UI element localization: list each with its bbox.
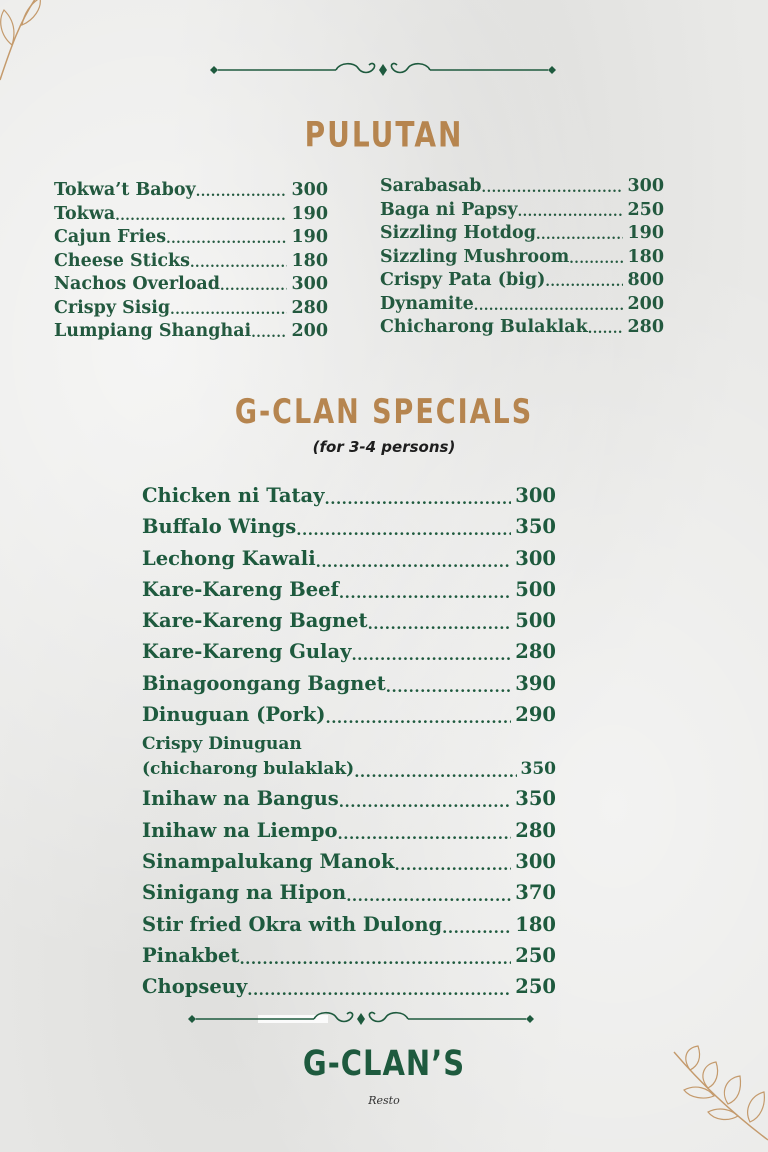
dot-leader — [482, 176, 624, 200]
menu-item-price: 280 — [291, 297, 328, 318]
menu-item-price: 250 — [627, 199, 664, 220]
dot-leader — [569, 247, 623, 271]
menu-item-price: 300 — [291, 180, 328, 200]
menu-item-name: Crispy Pata (big) — [380, 270, 546, 290]
menu-item — [142, 942, 556, 973]
menu-item-name: Nachos Overload — [54, 274, 220, 294]
dot-leader — [220, 274, 287, 298]
menu-item — [380, 317, 664, 341]
menu-item — [142, 817, 556, 848]
dot-leader — [386, 670, 512, 701]
menu-item-name: Lechong Kawali — [142, 546, 316, 570]
menu-item — [142, 701, 556, 732]
menu-item-price: 180 — [291, 250, 328, 271]
menu-item-price: 180 — [515, 912, 556, 936]
brand-tagline: Resto — [368, 1094, 400, 1107]
menu-item — [380, 270, 664, 294]
leaf-branch-icon — [0, 0, 50, 90]
menu-item-price: 190 — [627, 223, 664, 243]
dot-leader — [518, 200, 624, 224]
menu-item-name: Stir fried Okra with Dulong — [142, 912, 443, 936]
dot-leader — [196, 180, 288, 204]
dot-leader — [588, 317, 624, 341]
menu-item-name: Dinuguan (Pork) — [142, 703, 326, 727]
menu-item — [54, 251, 328, 275]
dot-leader — [346, 879, 511, 910]
menu-item-name: Inihaw na Bangus — [142, 787, 339, 811]
menu-item-price: 190 — [291, 227, 328, 247]
menu-item-name: Tokwa’t Baboy — [54, 180, 196, 200]
menu-item — [142, 545, 556, 576]
menu-item-price: 300 — [291, 274, 328, 294]
menu-item-name: Sizzling Mushroom — [380, 246, 570, 267]
menu-item — [54, 321, 328, 345]
menu-item-name: Sizzling Hotdog — [380, 223, 536, 243]
menu-item — [54, 227, 328, 251]
menu-item-price: 250 — [515, 975, 556, 999]
menu-item-price: 300 — [627, 176, 664, 196]
menu-item — [142, 879, 556, 910]
dot-leader — [239, 942, 511, 973]
dot-leader — [368, 607, 512, 638]
pulutan-title: PULUTAN — [304, 113, 464, 156]
menu-item-name: Chopseuy — [142, 975, 248, 999]
menu-item — [142, 482, 556, 513]
menu-item — [142, 670, 556, 701]
menu-item — [142, 785, 556, 816]
menu-item — [142, 757, 556, 785]
ornament-divider-icon — [186, 1009, 536, 1029]
pulutan-left-column — [54, 180, 328, 345]
menu-item-price: 250 — [515, 943, 556, 967]
menu-item — [380, 247, 664, 271]
ornament-divider-icon — [208, 60, 558, 80]
menu-item-name: Kare-Kareng Beef — [142, 577, 339, 601]
menu-item-price: 290 — [515, 703, 556, 727]
menu-item-name: Lumpiang Shanghai — [54, 321, 252, 341]
specials-list — [142, 482, 556, 1004]
menu-item-price: 300 — [515, 849, 556, 873]
menu-item-name: Binagoongang Bagnet — [142, 671, 386, 695]
menu-item-name: Crispy Sisig — [54, 297, 171, 318]
menu-item — [380, 294, 664, 318]
menu-item-price: 500 — [515, 577, 556, 601]
dot-leader — [339, 576, 511, 607]
menu-item-price: 370 — [515, 881, 556, 905]
dot-leader — [247, 973, 511, 1004]
dot-leader — [351, 638, 511, 669]
menu-item-name: Tokwa — [54, 203, 116, 224]
dot-leader — [545, 270, 623, 294]
menu-item-price: 180 — [627, 246, 664, 267]
menu-item-price: 190 — [291, 203, 328, 224]
brand-name: G-CLAN’S — [302, 1042, 466, 1084]
menu-item-price: 390 — [515, 671, 556, 695]
dot-leader — [442, 911, 511, 942]
menu-item — [380, 200, 664, 224]
menu-item-name: Sinigang na Hipon — [142, 881, 347, 905]
menu-item-price: 350 — [515, 787, 556, 811]
menu-item-name: Kare-Kareng Gulay — [142, 640, 352, 664]
menu-item-price: 280 — [515, 640, 556, 664]
dot-leader — [536, 223, 624, 247]
menu-item-name: Baga ni Papsy — [380, 199, 518, 220]
menu-item-name: Pinakbet — [142, 943, 240, 967]
dot-leader — [296, 513, 511, 544]
menu-item — [142, 607, 556, 638]
menu-item-price: 300 — [515, 546, 556, 570]
menu-item-name: Kare-Kareng Bagnet — [142, 609, 368, 633]
menu-item — [54, 204, 328, 228]
menu-item-name: Chicken ni Tatay — [142, 484, 325, 507]
menu-item-name: Dynamite — [380, 293, 474, 314]
menu-item — [142, 973, 556, 1004]
menu-item-price: 800 — [627, 270, 664, 290]
menu-item-name: Buffalo Wings — [142, 515, 297, 539]
menu-item — [54, 274, 328, 298]
menu-item-name: Sinampalukang Manok — [142, 849, 395, 873]
leaf-branch-icon — [668, 1040, 768, 1152]
menu-item — [380, 176, 664, 200]
menu-item-price: 280 — [627, 317, 664, 337]
menu-item — [54, 298, 328, 322]
dot-leader — [354, 757, 516, 785]
menu-item-name: Crispy Dinuguan — [142, 734, 302, 755]
dot-leader — [166, 227, 287, 251]
menu-item-name: Inihaw na Liempo — [142, 818, 338, 842]
dot-leader — [316, 545, 512, 576]
menu-item-name: Sarabasab — [380, 176, 482, 196]
dot-leader — [338, 817, 512, 848]
menu-item-price: 500 — [515, 609, 556, 633]
specials-subtitle: (for 3-4 persons) — [312, 438, 456, 456]
dot-leader — [394, 848, 511, 879]
menu-item — [54, 180, 328, 204]
menu-item — [142, 638, 556, 669]
dot-leader — [325, 482, 512, 513]
menu-item-price: 200 — [291, 321, 328, 341]
menu-item-price: 350 — [520, 759, 556, 780]
menu-item-price: 350 — [515, 515, 556, 539]
menu-item-name: Cajun Fries — [54, 227, 167, 247]
dot-leader — [170, 298, 287, 322]
menu-item-price: 300 — [515, 484, 556, 507]
dot-leader — [339, 785, 512, 816]
menu-item-price: 280 — [515, 818, 556, 842]
menu-item — [142, 576, 556, 607]
menu-item-name: Cheese Sticks — [54, 250, 191, 271]
menu-item — [142, 911, 556, 942]
menu-item-price: 200 — [627, 293, 664, 314]
pulutan-right-column — [380, 176, 664, 341]
specials-title: G-CLAN SPECIALS — [234, 393, 534, 432]
menu-item-name: Chicharong Bulaklak — [380, 317, 588, 337]
dot-leader — [190, 251, 287, 275]
menu-item — [142, 513, 556, 544]
menu-item — [142, 848, 556, 879]
menu-item — [380, 223, 664, 247]
dot-leader — [251, 321, 287, 345]
dot-leader — [325, 701, 511, 732]
dot-leader — [474, 294, 624, 318]
dot-leader — [115, 204, 287, 228]
menu-item-note: (chicharong bulaklak) — [142, 759, 355, 780]
